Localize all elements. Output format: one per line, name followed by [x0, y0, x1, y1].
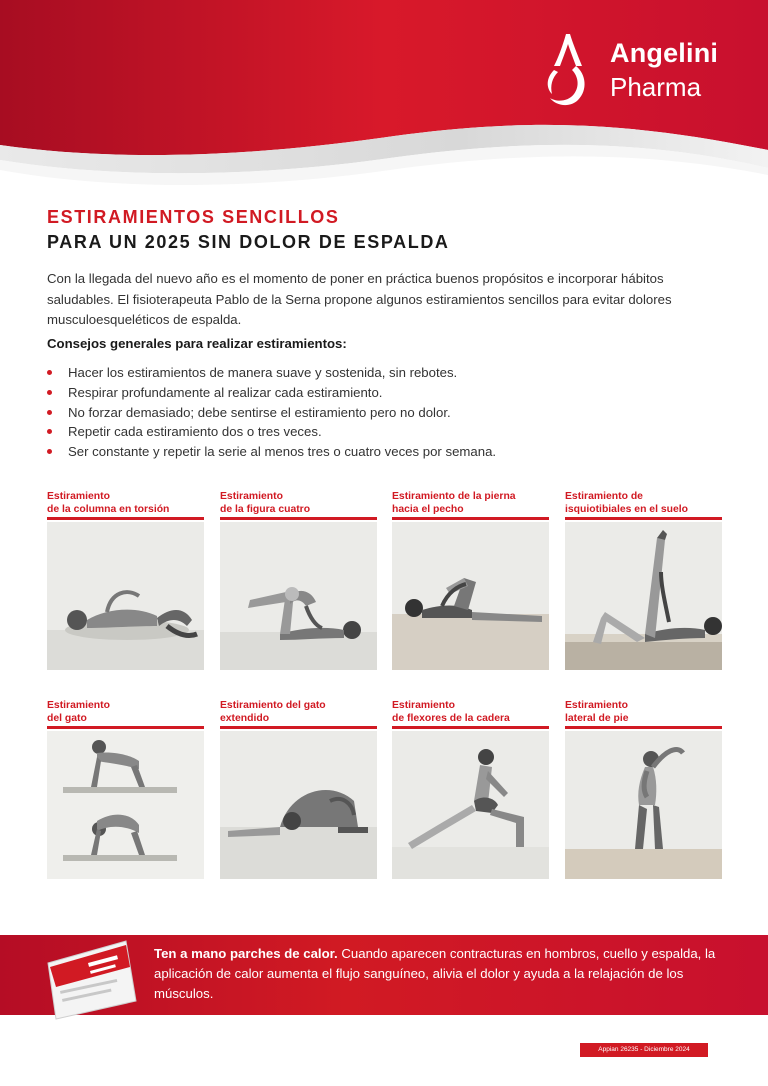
exercise-divider	[220, 726, 377, 729]
knee-to-chest-illustration	[392, 522, 549, 670]
exercise-divider	[47, 726, 204, 729]
exercise-card	[392, 699, 549, 879]
tips-heading: Consejos generales para realizar estiramientos:	[47, 336, 347, 351]
exercise-card	[220, 699, 377, 879]
banner-body-text: Cuando aparecen contracturas en hombros, cuello y espalda, la aplicación de calor aumenta el flujo sanguíneo, alivia el dolor y ayuda a la relajación de los músculos.	[154, 946, 716, 1001]
exercise-divider	[220, 517, 377, 520]
intro-paragraph: Con la llegada del nuevo año es el momento de poner en práctica buenos propósitos e incorporar hábitos saludables. El fisioterapeuta Pablo de la Serna propone algunos estiramientos sencillos para evitar dolores musculoesqueléticos de espalda.	[47, 271, 672, 327]
brand-name-line1: Angelini	[610, 38, 719, 68]
exercise-title: Estiramiento de la pierna hacia el pecho	[392, 491, 516, 515]
hamstring-floor-illustration	[565, 522, 722, 670]
exercise-divider	[392, 517, 549, 520]
exercise-title: Estiramiento de la columna en torsión	[47, 491, 170, 515]
exercise-title: Estiramiento de flexores de la cadera	[392, 700, 510, 724]
heat-patch-product-image	[42, 923, 140, 1023]
brand-name-line2: Pharma	[610, 72, 702, 102]
exercise-card	[565, 490, 722, 670]
exercise-title: Estiramiento de isquiotibiales en el suelo	[565, 491, 688, 515]
banner-bold-text: Ten a mano parches de calor.	[154, 946, 338, 961]
exercise-title: Estiramiento del gato	[47, 700, 110, 724]
exercise-title: Estiramiento del gato extendido	[220, 700, 326, 724]
tip-item: Respirar profundamente al realizar cada estiramiento.	[47, 383, 496, 403]
tip-item: Hacer los estiramientos de manera suave y sostenida, sin rebotes.	[47, 363, 496, 383]
tip-item: Ser constante y repetir la serie al menos tres o cuatro veces por semana.	[47, 442, 496, 462]
tip-item: No forzar demasiado; debe sentirse el estiramiento pero no dolor.	[47, 403, 496, 423]
exercise-card	[220, 490, 377, 670]
spinal-twist-illustration	[47, 522, 204, 670]
exercise-card	[392, 490, 549, 670]
exercise-card	[47, 699, 204, 879]
hip-flexor-illustration	[392, 731, 549, 879]
exercise-title: Estiramiento de la figura cuatro	[220, 491, 311, 515]
page-title-line1: ESTIRAMIENTOS SENCILLOS	[47, 207, 340, 227]
exercise-card	[47, 490, 204, 670]
standing-side-illustration	[565, 731, 722, 879]
tips-list	[47, 363, 496, 462]
tip-item: Repetir cada estiramiento dos o tres veces.	[47, 422, 496, 442]
angelini-logo-mark	[536, 30, 600, 110]
exercise-card	[565, 699, 722, 879]
extended-cat-illustration	[220, 731, 377, 879]
exercise-divider	[565, 726, 722, 729]
exercise-title: Estiramiento lateral de pie	[565, 700, 629, 724]
exercise-divider	[392, 726, 549, 729]
angelini-logo	[536, 30, 736, 110]
exercise-divider	[565, 517, 722, 520]
page-title-line2: PARA UN 2025 SIN DOLOR DE ESPALDA	[47, 232, 450, 252]
figure-four-illustration	[220, 522, 377, 670]
footer-reference: Appian 26235 - Diciembre 2024	[580, 1043, 708, 1057]
exercise-divider	[47, 517, 204, 520]
header-band	[0, 0, 768, 200]
banner-text	[154, 944, 724, 1004]
cat-stretch-illustration	[47, 731, 204, 879]
